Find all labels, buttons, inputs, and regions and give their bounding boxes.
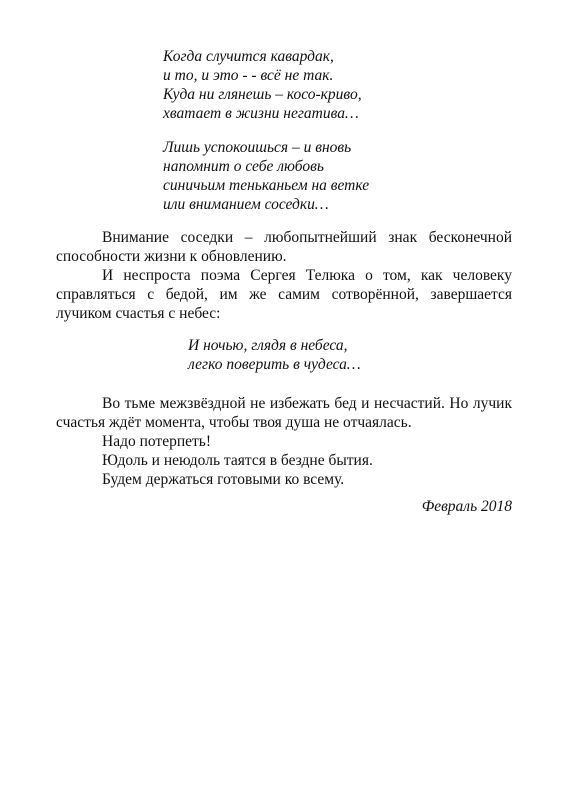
quote-line: И ночью, глядя в небеса, [188,337,348,354]
paragraph: Во тьме межзвёздной не избежать бед и несчастий. Но лучик счастья ждёт момента, чтобы твоя душа не отчаялась. [56,395,512,431]
prose-block-1 [56,228,512,323]
paragraph: Внимание соседки – любопытнейший знак бесконечной способности жизни к обновлению. [56,229,512,265]
poem-line: Когда случится кавардак, [163,48,334,65]
quote-stanza [188,336,361,374]
poem-line: хватает в жизни негатива… [163,105,359,122]
prose-block-2 [56,394,512,489]
poem-line: синичьим теньканьем на ветке [163,177,370,194]
poem-line: напомнит о себе любовь [163,158,324,175]
poem-stanza-2 [163,138,369,214]
poem-line: и то, и это - - всё не так. [163,67,334,84]
poem-line: Лишь успокоишься – и вновь [163,139,352,156]
poem-stanza-1 [163,47,362,123]
quote-line: легко поверить в чудеса… [188,356,361,373]
poem-line: Куда ни глянешь – косо-криво, [163,86,362,103]
poem-line: или вниманием соседки… [163,196,329,213]
paragraph: Надо потерпеть! [102,433,212,450]
paragraph: Юдоль и неюдоль таятся в бездне бытия. [102,452,373,469]
paragraph: Будем держаться готовыми ко всему. [102,471,345,488]
date-signature: Февраль 2018 [421,498,512,515]
paragraph: И неспроста поэма Сергея Телюка о том, как человеку справляться с бедой, им же самим сотворённой, завершается лучиком счастья с небес: [56,267,512,322]
